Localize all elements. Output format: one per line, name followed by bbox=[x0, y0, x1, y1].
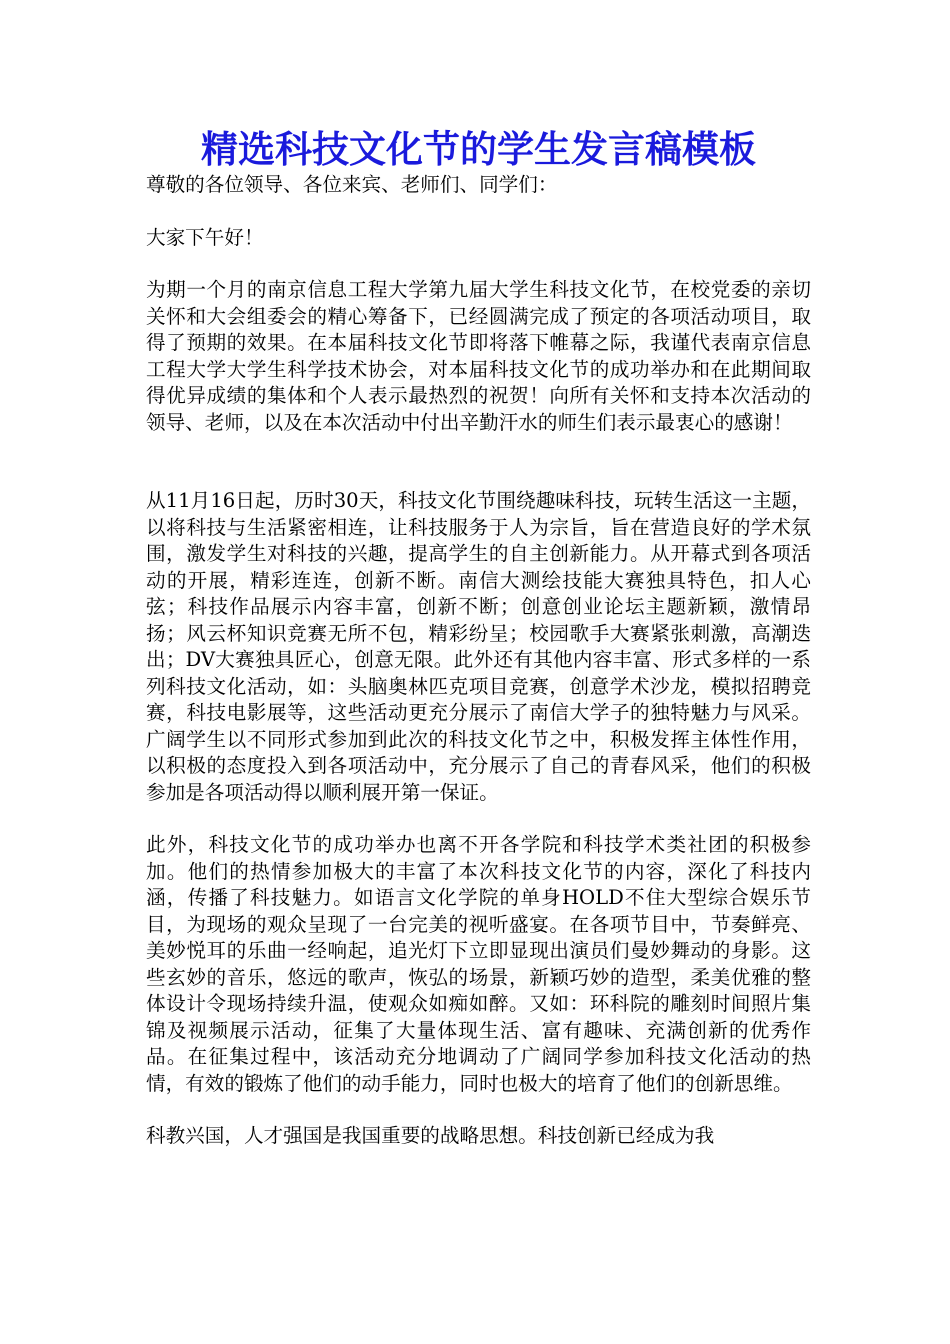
paragraph-intro: 为期一个月的南京信息工程大学第九届大学生科技文化节，在校党委的亲切关怀和大会组委会的精心筹备下，已经圆满完成了预定的各项活动项目，取得了预期的效果。在本届科技文化节即将落下帷幕之际，我谨代表南京信息工程大学大学生科学技术协会，对本届科技文化节的成功举办和在此期间取得优异成绩的集体和个人表示最热烈的祝贺！向所有关怀和支持本次活动的领导、老师，以及在本次活动中付出辛勤汗水的师生们表示最衷心的感谢！ bbox=[146, 278, 811, 434]
spacer bbox=[146, 1097, 811, 1123]
spacer bbox=[146, 806, 811, 832]
document-page bbox=[146, 128, 811, 1150]
greeting: 大家下午好！ bbox=[146, 225, 264, 249]
paragraph-colleges: 此外，科技文化节的成功举办也离不开各学院和科技学术类社团的积极参加。他们的热情参加极大的丰富了本次科技文化节的内容，深化了科技内涵，传播了科技魅力。如语言文化学院的单身HOLD不住大型综合娱乐节目，为现场的观众呈现了一台完美的视听盛宴。在各项节目中，节奏鲜亮、美妙悦耳的乐曲一经响起，追光灯下立即显现出演员们曼妙舞动的身影。这些玄妙的音乐，悠远的歌声，恢弘的场景，新颖巧妙的造型，柔美优雅的整体设计令现场持续升温，使观众如痴如醉。又如：环科院的雕刻时间照片集锦及视频展示活动，征集了大量体现生活、富有趣味、充满创新的优秀作品。在征集过程中，该活动充分地调动了广阔同学参加科技文化活动的热情，有效的锻炼了他们的动手能力，同时也极大的培育了他们的创新思维。 bbox=[146, 833, 811, 1095]
spacer bbox=[146, 199, 811, 225]
paragraph-activities: 从11月16日起，历时30天，科技文化节围绕趣味科技，玩转生活这一主题，以将科技与生活紧密相连，让科技服务于人为宗旨，旨在营造良好的学术氛围，激发学生对科技的兴趣，提高学生的自主创新能力。从开幕式到各项活动的开展，精彩连连，创新不断。南信大测绘技能大赛独具特色，扣人心弦；科技作品展示内容丰富，创新不断；创意创业论坛主题新颖，激情昂扬；风云杯知识竞赛无所不包，精彩纷呈；校园歌手大赛紧张刺激，高潮迭出；DV大赛独具匠心，创意无限。此外还有其他内容丰富、形式多样的一系列科技文化活动，如：头脑奥林匹克项目竞赛，创意学术沙龙，模拟招聘竞赛，科技电影展等，这些活动更充分展示了南信大学子的独特魅力与风采。广阔学生以不同形式参加到此次的科技文化节之中，积极发挥主体性作用，以积极的态度投入到各项活动中，充分展示了自己的青春风采，他们的积极参加是各项活动得以顺利展开第一保证。 bbox=[146, 489, 811, 804]
document-title: 精选科技文化节的学生发言稿模板 bbox=[201, 128, 756, 171]
spacer bbox=[146, 251, 811, 277]
salutation: 尊敬的各位领导、各位来宾、老师们、同学们： bbox=[146, 173, 558, 196]
spacer bbox=[146, 436, 811, 488]
paragraph-conclusion: 科教兴国，人才强国是我国重要的战略思想。科技创新已经成为我 bbox=[146, 1124, 715, 1147]
